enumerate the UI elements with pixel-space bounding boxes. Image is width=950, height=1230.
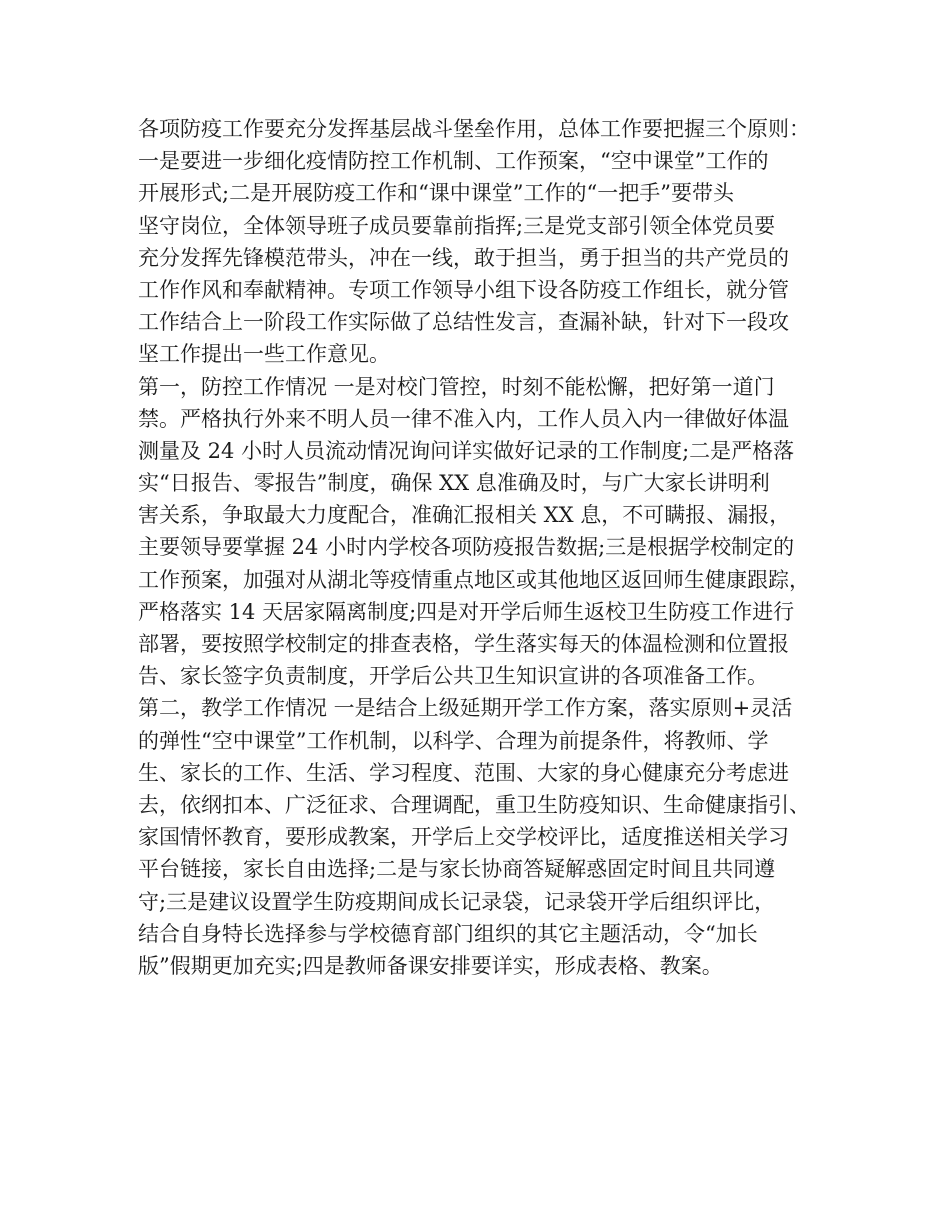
text-line: 严格落实 14 天居家隔离制度;四是对开学后师生返校卫生防疫工作进行: [138, 599, 795, 624]
text-line: 家国情怀教育，要形成教案，开学后上交学校评比，适度推送相关学习: [138, 825, 789, 850]
text-line: 告、家长签字负责制度，开学后公共卫生知识宣讲的各项准备工作。: [138, 664, 768, 689]
text-line: 工作结合上一阶段工作实际做了总结性发言，查漏补缺，针对下一段攻: [138, 310, 789, 335]
text-line: 禁。严格执行外来不明人员一律不准入内，工作人员入内一律做好体温: [138, 406, 789, 431]
section-heading-line: 第一，防控工作情况 一是对校门管控，时刻不能松懈，把好第一道门: [138, 374, 775, 399]
text-line: 各项防疫工作要充分发挥基层战斗堡垒作用，总体工作要把握三个原则：: [138, 117, 810, 141]
text-line: 开展形式;二是开展防疫工作和“课中课堂”工作的“一把手”要带头: [138, 181, 735, 206]
text-line: 一是要进一步细化疫情防控工作机制、工作预案，“空中课堂”工作的: [138, 149, 769, 174]
text-line: 害关系，争取最大力度配合，准确汇报相关 XX 息，不可瞒报、漏报，: [138, 503, 791, 528]
text-line: 测量及 24 小时人员流动情况询问详实做好记录的工作制度;二是严格落: [138, 438, 795, 463]
text-line: 版”假期更加充实;四是教师备课安排要详实，形成表格、教案。: [138, 953, 723, 978]
text-line: 工作预案，加强对从湖北等疫情重点地区或其他地区返回师生健康跟踪，: [138, 567, 810, 592]
text-line: 坚守岗位，全体领导班子成员要靠前指挥;三是党支部引领全体党员要: [138, 213, 776, 238]
text-line: 守;三是建议设置学生防疫期间成长记录袋，记录袋开学后组织评比，: [138, 889, 776, 914]
text-line: 的弹性“空中课堂”工作机制，以科学、合理为前提条件，将教师、学: [138, 728, 769, 753]
text-line: 去，依纲扣本、广泛征求、合理调配，重卫生防疫知识、生命健康指引、: [138, 792, 810, 817]
text-line: 部署，要按照学校制定的排查表格，学生落实每天的体温检测和位置报: [138, 632, 789, 656]
document-body: [138, 113, 828, 982]
text-line: 平台链接，家长自由选择;二是与家长协商答疑解惑固定时间且共同遵: [138, 857, 776, 882]
text-line: 生、家长的工作、生活、学习程度、范围、大家的身心健康充分考虑进: [138, 760, 789, 785]
text-line: 工作作风和奉献精神。专项工作领导小组下设各防疫工作组长，就分管: [138, 277, 789, 302]
text-line: 主要领导要掌握 24 小时内学校各项防疫报告数据;三是根据学校制定的: [138, 535, 795, 560]
section-heading-line: 第二，教学工作情况 一是结合上级延期开学工作方案，落实原则+灵活: [138, 696, 793, 721]
text-line: 坚工作提出一些工作意见。: [138, 342, 390, 367]
text-line: 实“日报告、零报告”制度，确保 XX 息准确及时，与广大家长讲明利: [138, 471, 770, 496]
text-line: 结合自身特长选择参与学校德育部门组织的其它主题活动，令“加长: [138, 921, 758, 946]
text-line: 充分发挥先锋模范带头，冲在一线，敢于担当，勇于担当的共产党员的: [138, 245, 789, 270]
